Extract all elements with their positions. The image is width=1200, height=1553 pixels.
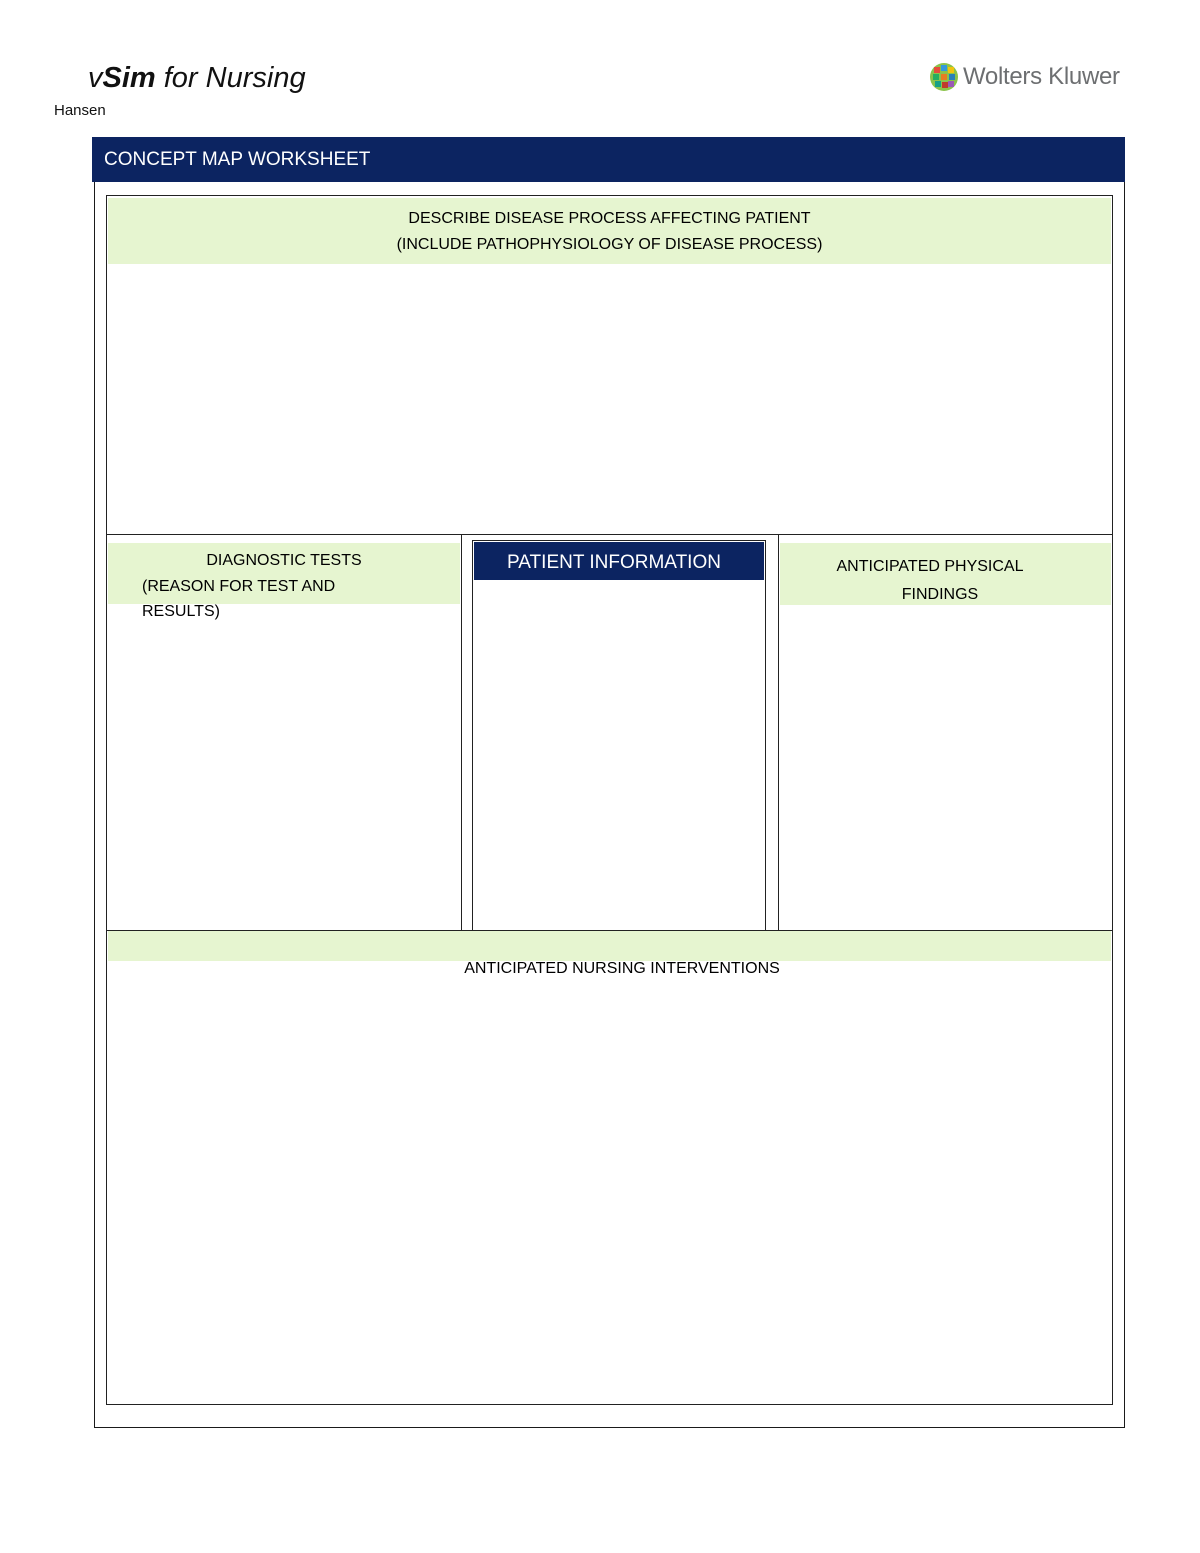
brand-sim: Sim: [102, 62, 156, 94]
disease-line-1: DESCRIBE DISEASE PROCESS AFFECTING PATIENT: [408, 210, 811, 227]
diagnostic-line-1: DIAGNOSTIC TESTS: [206, 552, 362, 569]
brand-rest: for Nursing: [155, 62, 306, 94]
nursing-interventions-label: ANTICIPATED NURSING INTERVENTIONS: [464, 960, 780, 977]
nursing-interventions-box[interactable]: [106, 930, 1113, 1405]
worksheet-title: CONCEPT MAP WORKSHEET: [92, 137, 1125, 182]
disease-line-2: (INCLUDE PATHOPHYSIOLOGY OF DISEASE PROCESS): [396, 236, 823, 253]
brand-v: v: [88, 62, 103, 94]
wolters-kluwer-globe-icon: [929, 62, 959, 92]
disease-process-label: [108, 206, 1111, 258]
diagnostic-line-2: (REASON FOR TEST AND: [142, 578, 336, 595]
publisher-name: Wolters Kluwer: [963, 63, 1120, 90]
vsim-logo: [88, 62, 306, 95]
patient-info-box[interactable]: [472, 540, 766, 932]
physical-line-2: FINDINGS: [901, 586, 979, 603]
patient-info-label: PATIENT INFORMATION: [507, 552, 721, 573]
diagnostic-line-3: RESULTS): [142, 603, 220, 620]
publisher-logo: [929, 62, 1120, 92]
physical-line-1: ANTICIPATED PHYSICAL: [836, 558, 1024, 575]
author-name: Hansen: [54, 102, 106, 119]
